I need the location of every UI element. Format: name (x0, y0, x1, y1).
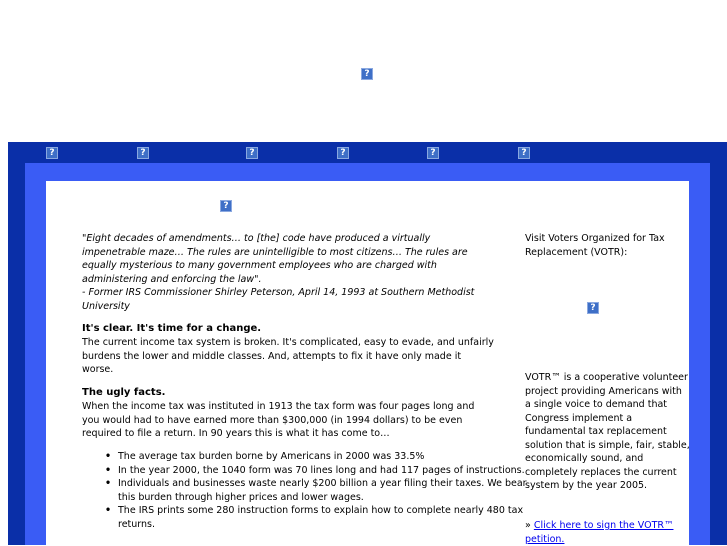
section-heading: The ugly facts. (82, 387, 166, 398)
nav-image-placeholder-icon[interactable]: ? (518, 147, 530, 159)
sidebar-link-block (525, 519, 690, 546)
quote-attribution: - Former IRS Commissioner Shirley Peterson, April 14, 1993 at Southern Methodist University (82, 287, 475, 312)
sidebar-intro: Visit Voters Organized for Tax Replacement (VOTR): (525, 233, 665, 258)
link-prefix: » (525, 520, 534, 531)
section-heading: It's clear. It's time for a change. (82, 323, 262, 334)
list-item: • In the year 2000, the 1040 form was 70 lines long and had 117 pages of instructions. (118, 464, 528, 478)
quote-block (82, 232, 494, 313)
sign-petition-link[interactable]: Click here to sign the VOTR™ petition. (525, 520, 674, 545)
sidebar-description: VOTR™ is a cooperative volunteer project providing Americans with a single voice to demand that Congress implement a fundamental tax replacement solution that is simple, fair, stable, economically sound, and completely replaces the current system by the year 2005. (525, 372, 690, 491)
list-item: • The average tax burden borne by Americans in 2000 was 33.5% (118, 450, 528, 464)
nav-image-placeholder-icon[interactable]: ? (137, 147, 149, 159)
nav-image-placeholder-icon[interactable]: ? (337, 147, 349, 159)
nav-image-placeholder-icon[interactable]: ? (427, 147, 439, 159)
section-body: When the income tax was instituted in 1913 the tax form was four pages long and you would had to have earned more than $300,000 (in 1994 dollars) to be even required to file a return. In 90 years this is what it has come to… (82, 401, 475, 439)
list-item: • The IRS prints some 280 instruction forms to explain how to complete nearly 480 tax returns. (118, 504, 528, 531)
nav-image-placeholder-icon[interactable]: ? (46, 147, 58, 159)
quote-text: "Eight decades of amendments… to [the] code have produced a virtually impenetrable maze… The rules are unintelligible to most citizens… The rules are equally mysterious to many government employees who are charged with administering and enforcing the law". (82, 233, 468, 285)
list-item: • Individuals and businesses waste nearly $200 billion a year filing their taxes. We bear this burden through higher prices and lower wages. (118, 477, 528, 504)
logo-image-placeholder-icon: ? (361, 68, 373, 80)
votr-logo-placeholder-icon[interactable]: ? (587, 302, 599, 314)
nav-image-placeholder-icon[interactable]: ? (246, 147, 258, 159)
facts-list (82, 450, 528, 531)
section-body: The current income tax system is broken. It's complicated, easy to evade, and unfairly burdens the lower and middle classes. And, attempts to fix it have only made it worse. (82, 337, 494, 375)
header-image-placeholder-icon: ? (220, 200, 232, 212)
